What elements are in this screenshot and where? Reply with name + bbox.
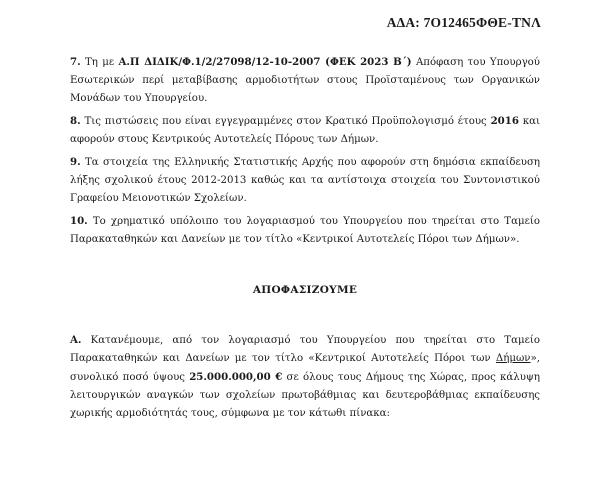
- document-body: [70, 53, 540, 427]
- paragraph-text: », συνολικό ποσό ύψους: [70, 353, 540, 383]
- paragraph-number: 8.: [70, 115, 81, 127]
- decision-reference: Α.Π ΔΙΔΙΚ/Φ.1/2/27098/12-10-2007 (ΦΕΚ 2023 Β΄): [118, 56, 412, 68]
- paragraph-text: Απόφαση του Υπουργού Εσωτερικών περί μεταβίβασης αρμοδιοτήτων στους Προϊσταμένους των Οργανικών Μονάδων του Υπουργείου.: [70, 57, 540, 104]
- section-heading: ΑΠΟΦΑΣΙΖΟΥΜΕ: [252, 284, 358, 296]
- paragraph-7: [70, 53, 540, 108]
- decision-paragraph-a: [70, 331, 540, 423]
- paragraph-text: Τα στοιχεία της Ελληνικής Στατιστικής Αρχής που αφορούν στη δημόσια εκπαίδευση λήξης σχολικού έτους 2012-2013 καθώς και τα αντίστοιχα στοιχεία του Συντονιστικού Γραφείου Μειονοτικών Σχολείων.: [70, 157, 540, 204]
- paragraph-text: Κατανέμουμε, από τον λογαριασμό του Υπουργείου που τηρείται στο Ταμείο Παρακαταθηκών και Δανείων με τον τίτλο «Κεντρικοί Αυτοτελείς Πόροι των: [70, 335, 540, 364]
- paragraph-9: [70, 153, 540, 208]
- paragraph-number: Α.: [70, 334, 82, 346]
- ada-code: ΑΔΑ: 7Ο12465ΦΘΕ-ΤΝΛ: [386, 15, 541, 30]
- paragraph-text: σε όλους τους Δήμους της Χώρας, προς κάλυψη λειτουργικών αναγκών των σχολείων πρωτοβάθμιας και δευτεροβάθμιας εκπαίδευσης χωρικής αρμοδιότητάς τους, σύμφωνα με τον κάτωθι πίνακα:: [70, 372, 540, 419]
- paragraph-text: Τη με: [80, 57, 119, 68]
- paragraph-text: Το χρηματικό υπόλοιπο του λογαριασμού του Υπουργείου που τηρείται στο Ταμείο Παρακαταθηκών και Δανείων με τον τίτλο «Κεντρικοί Αυτοτελείς Πόροι των Δήμων».: [70, 216, 540, 245]
- paragraph-10: [70, 212, 540, 249]
- total-amount: 25.000.000,00 €: [189, 371, 283, 383]
- paragraph-number: 10.: [70, 215, 88, 227]
- budget-year: 2016: [490, 115, 519, 127]
- paragraph-8: [70, 112, 540, 149]
- underlined-word: Δήμων: [495, 353, 531, 364]
- paragraph-text: και αφορούν στους Κεντρικούς Αυτοτελείς Πόρους των Δήμων.: [70, 116, 541, 145]
- paragraph-number: 9.: [70, 156, 81, 168]
- paragraph-number: 7.: [70, 56, 81, 68]
- paragraph-text: Τις πιστώσεις που είναι εγγεγραμμένες στον Κρατικό Προϋπολογισμό έτους: [80, 116, 491, 127]
